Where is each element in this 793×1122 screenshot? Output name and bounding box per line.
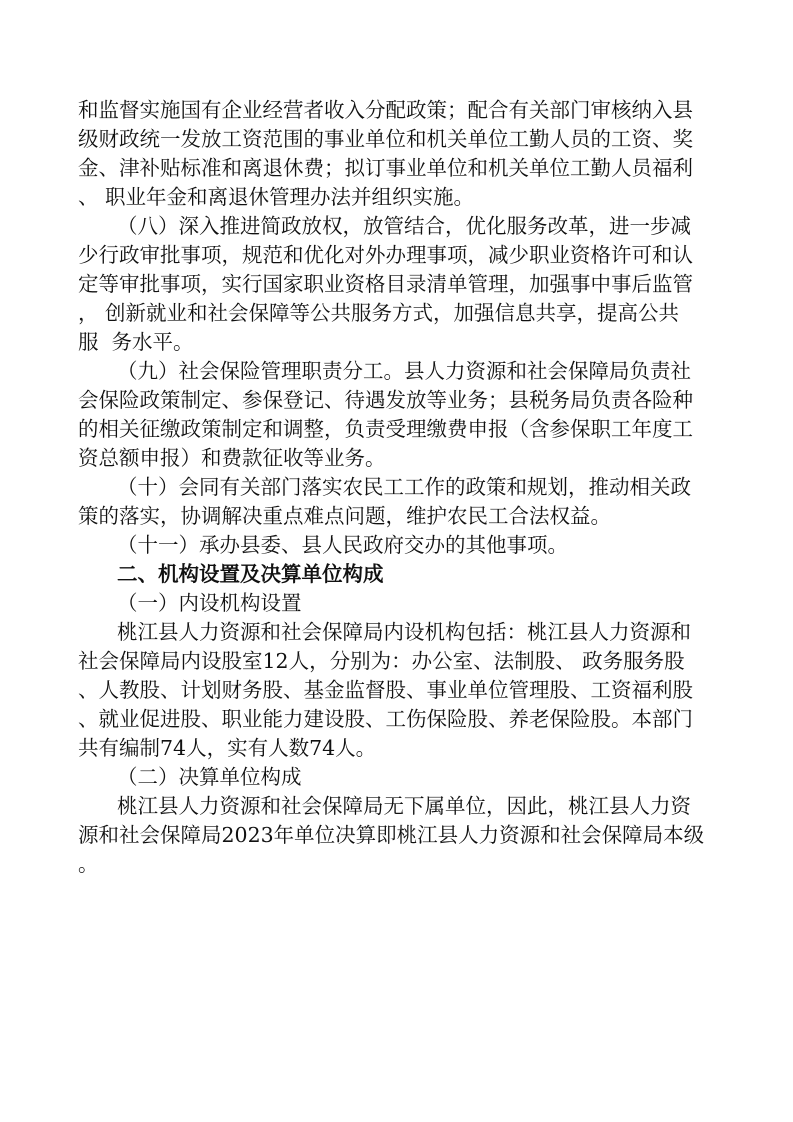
structure-paragraph-line-4: 、就业促进股、职业能力建设股、工伤保险股、养老保险股。本部门 xyxy=(78,707,693,731)
structure-paragraph-line-3: 、人教股、计划财务股、基金监督股、事业单位管理股、工资福利股 xyxy=(78,678,693,702)
text-line-3: 金、津补贴标准和离退休费；拟订事业单位和机关单位工勤人员福利 xyxy=(78,156,693,180)
section-heading-2: 二、机构设置及决算单位构成 xyxy=(117,562,384,586)
budget-paragraph-line-1: 桃江县人力资源和社会保障局无下属单位，因此，桃江县人力资 xyxy=(117,794,691,818)
paragraph-9-line-3: 的相关征缴政策制定和调整，负责受理缴费申报（含参保职工年度工 xyxy=(78,417,693,441)
paragraph-9-line-2: 会保险政策制定、参保登记、待遇发放等业务；县税务局负责各险种 xyxy=(78,388,693,412)
paragraph-10-line-1: （十）会同有关部门落实农民工工作的政策和规划，推动相关政 xyxy=(117,475,691,499)
paragraph-8-line-2: 少行政审批事项，规范和优化对外办理事项，减少职业资格许可和认 xyxy=(78,243,693,267)
paragraph-10-line-2: 策的落实，协调解决重点难点问题，维护农民工合法权益。 xyxy=(78,504,611,528)
subheading-internal-structure: （一）内设机构设置 xyxy=(117,591,302,615)
budget-paragraph-line-3: 。 xyxy=(78,852,99,876)
paragraph-8-line-3: 定等审批事项，实行国家职业资格目录清单管理，加强事中事后监管 xyxy=(78,272,693,296)
text-line-1: 和监督实施国有企业经营者收入分配政策；配合有关部门审核纳入县 xyxy=(78,98,693,122)
structure-paragraph-line-1: 桃江县人力资源和社会保障局内设机构包括：桃江县人力资源和 xyxy=(117,620,691,644)
budget-paragraph-line-2: 源和社会保障局2023年单位决算即桃江县人力资源和社会保障局本级 xyxy=(78,823,705,847)
paragraph-8-line-1: （八）深入推进简政放权，放管结合，优化服务改革，进一步减 xyxy=(117,214,691,238)
paragraph-8-line-5: 服 务水平。 xyxy=(78,330,194,354)
structure-paragraph-line-2: 社会保障局内设股室12人，分别为：办公室、法制股、 政务服务股 xyxy=(78,649,685,673)
text-line-4: 、 职业年金和离退休管理办法并组织实施。 xyxy=(78,185,475,209)
paragraph-11-line-1: （十一）承办县委、县人民政府交办的其他事项。 xyxy=(117,533,568,557)
text-line-2: 级财政统一发放工资范围的事业单位和机关单位工勤人员的工资、奖 xyxy=(78,127,693,151)
paragraph-9-line-4: 资总额申报）和费款征收等业务。 xyxy=(78,446,386,470)
paragraph-8-line-4: ， 创新就业和社会保障等公共服务方式，加强信息共享，提高公共 xyxy=(78,301,680,325)
structure-paragraph-line-5: 共有编制74人，实有人数74人。 xyxy=(78,736,377,760)
paragraph-9-line-1: （九）社会保险管理职责分工。县人力资源和社会保障局负责社 xyxy=(117,359,691,383)
subheading-budget-unit: （二）决算单位构成 xyxy=(117,765,302,789)
